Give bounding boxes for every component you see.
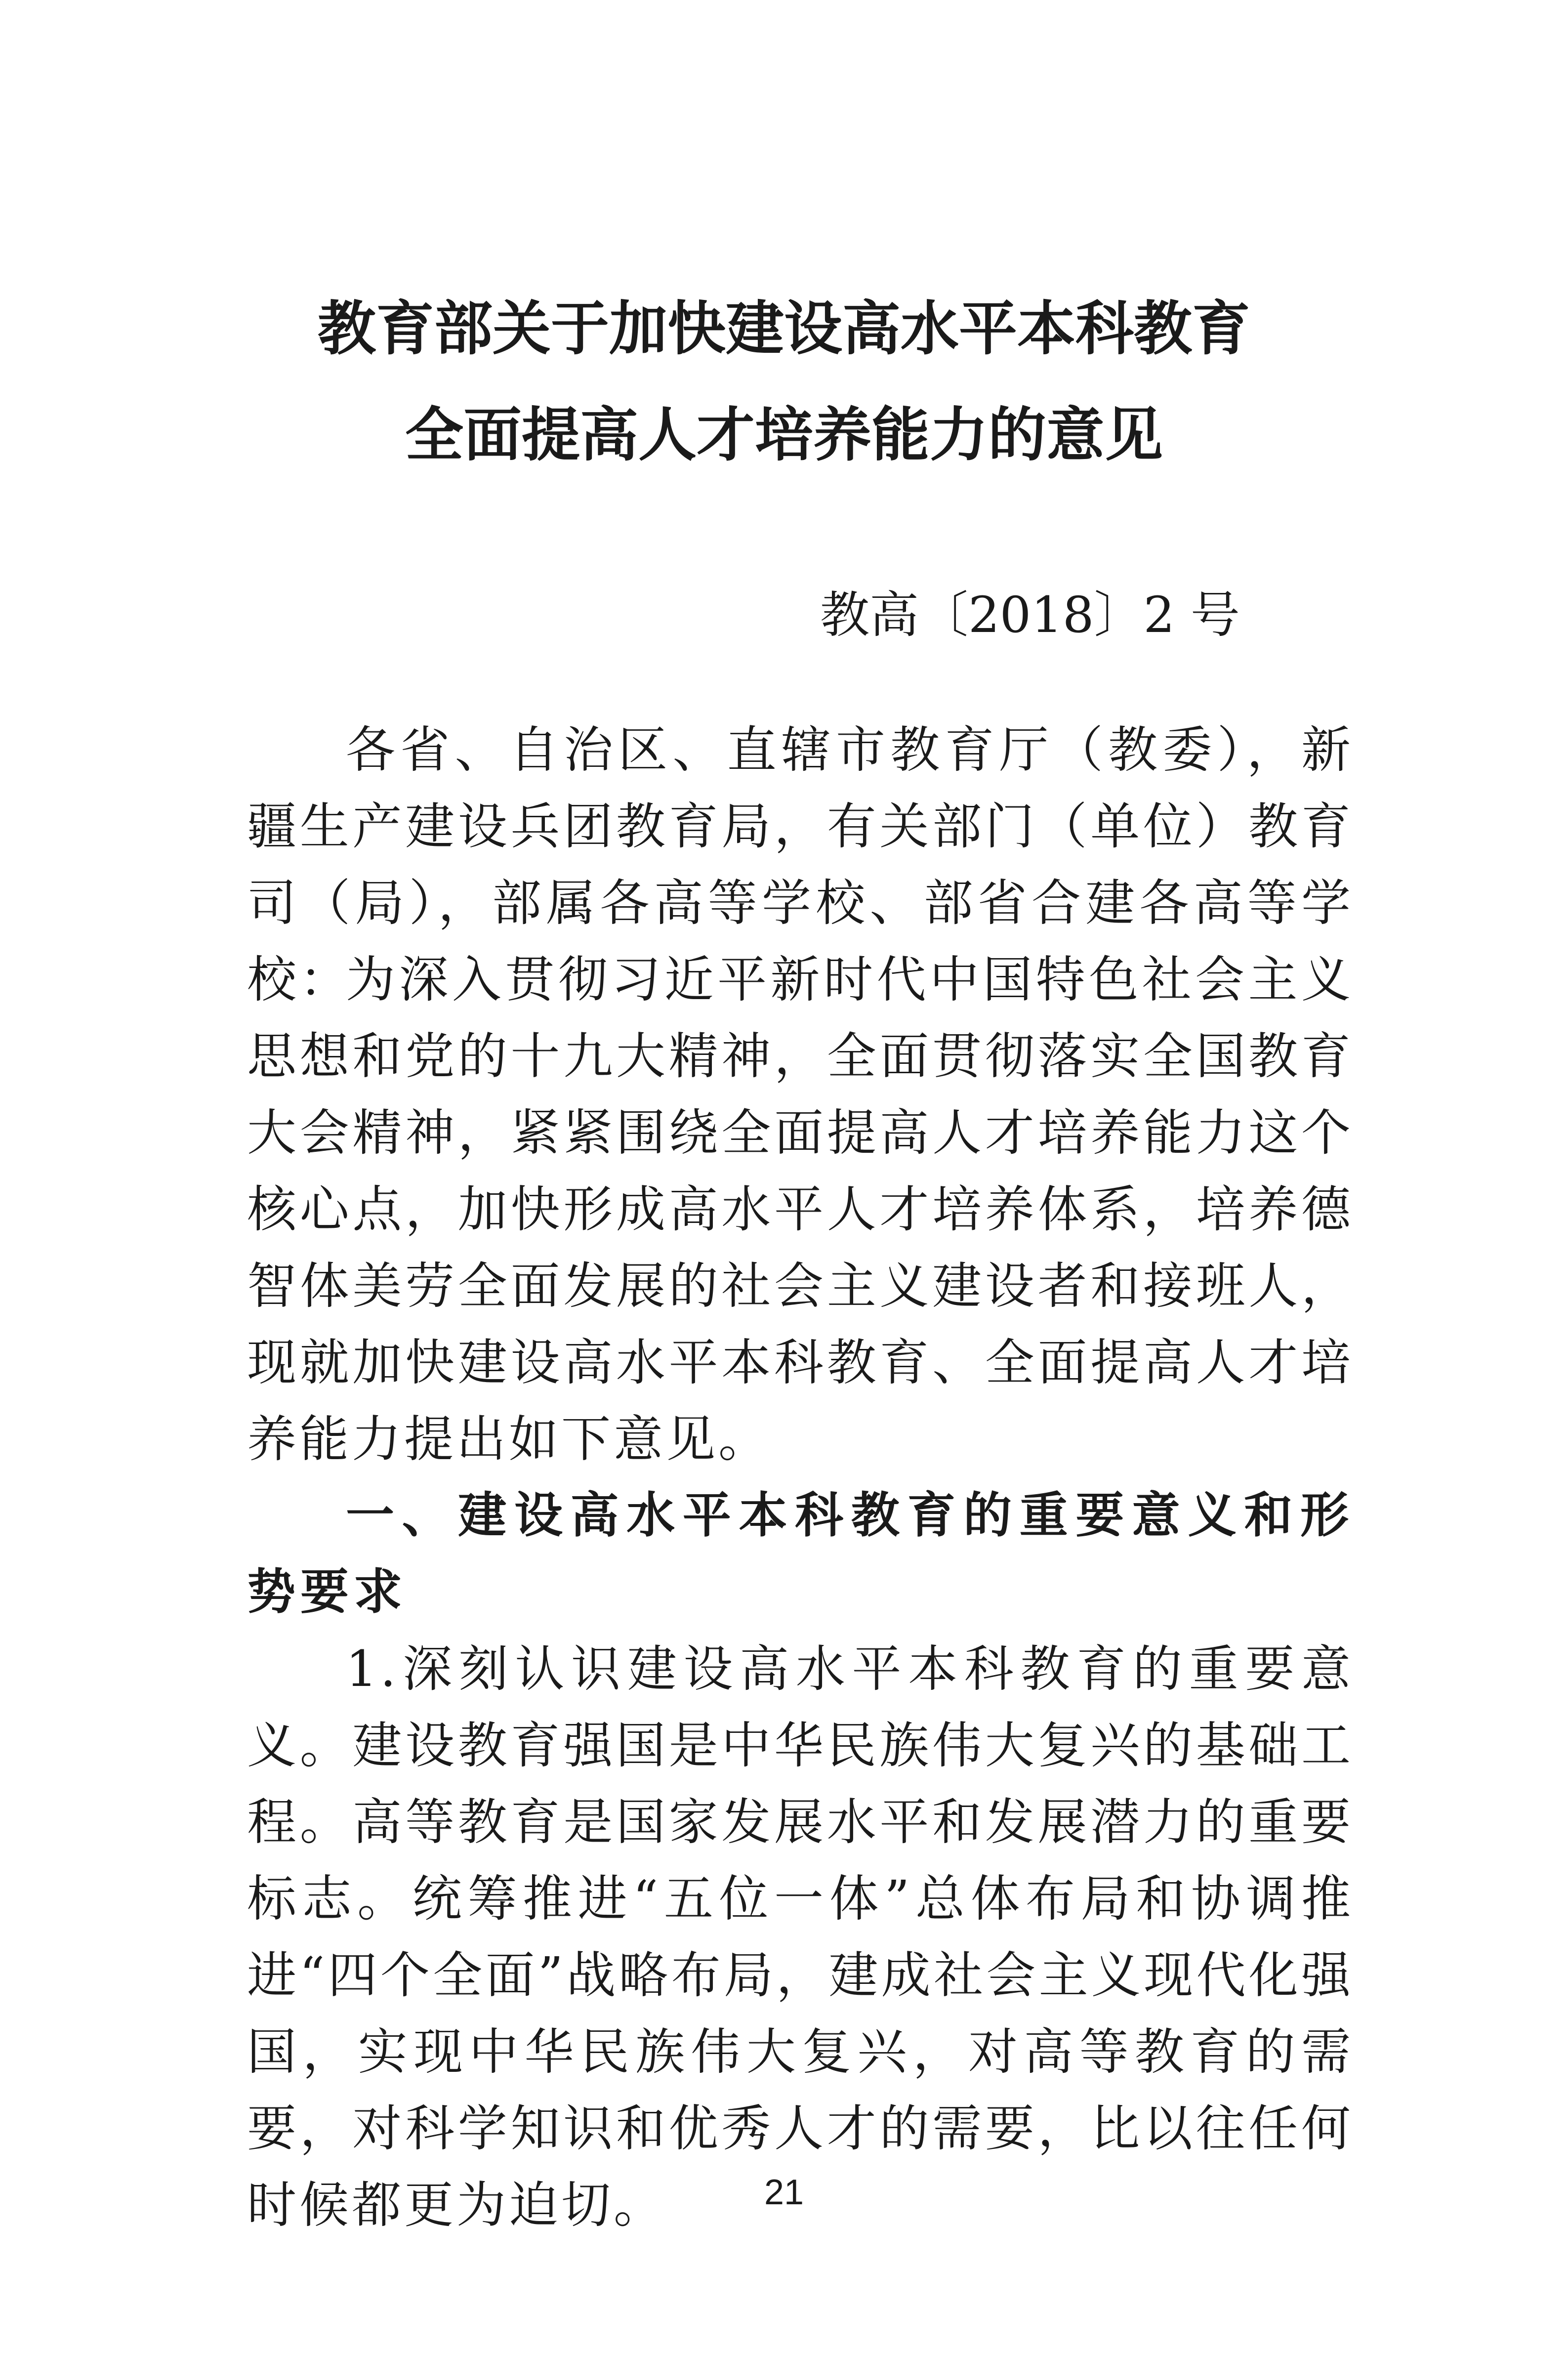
intro-paragraph: 为深入贯彻习近平新时代中国特色社会主义思想和党的十九大精神，全面贯彻落实全国教育大会精神，紧紧围绕全面提高人才培养能力这个核心点，加快形成高水平人才培养体系，培养德智体美劳全面发展的社会主义建设者和接班人，现就加快建设高水平本科教育、全面提高人才培养能力提出如下意见。 (247, 951, 1354, 1468)
section-heading: 一、建设高水平本科教育的重要意义和形势要求 (247, 1487, 1354, 1620)
document-title-line-2: 全面提高人才培养能力的意见 (405, 400, 1163, 469)
document-number: 教高〔2018〕2 号 (820, 586, 1240, 644)
page-number: 21 (764, 2173, 804, 2212)
section-paragraph: 1.深刻认识建设高水平本科教育的重要意义。建设教育强国是中华民族伟大复兴的基础工程。高等教育是国家发展水平和发展潜力的重要标志。统筹推进“五位一体”总体布局和协调推进“四个全面”战略布局，建成社会主义现代化强国，实现中华民族伟大复兴，对高等教育的需要，对科学知识和优秀人才的需要，比以往任何时候都更为迫切。 (247, 1640, 1354, 2234)
addressee-text: 各省、自治区、直辖市教育厅（教委），新疆生产建设兵团教育局，有关部门（单位）教育司（局），部属各高等学校、部省合建各高等学校： (247, 721, 1354, 1008)
intro-section (247, 941, 1354, 2243)
document-title-line-1: 教育部关于加快建设高水平本科教育 (317, 294, 1250, 363)
